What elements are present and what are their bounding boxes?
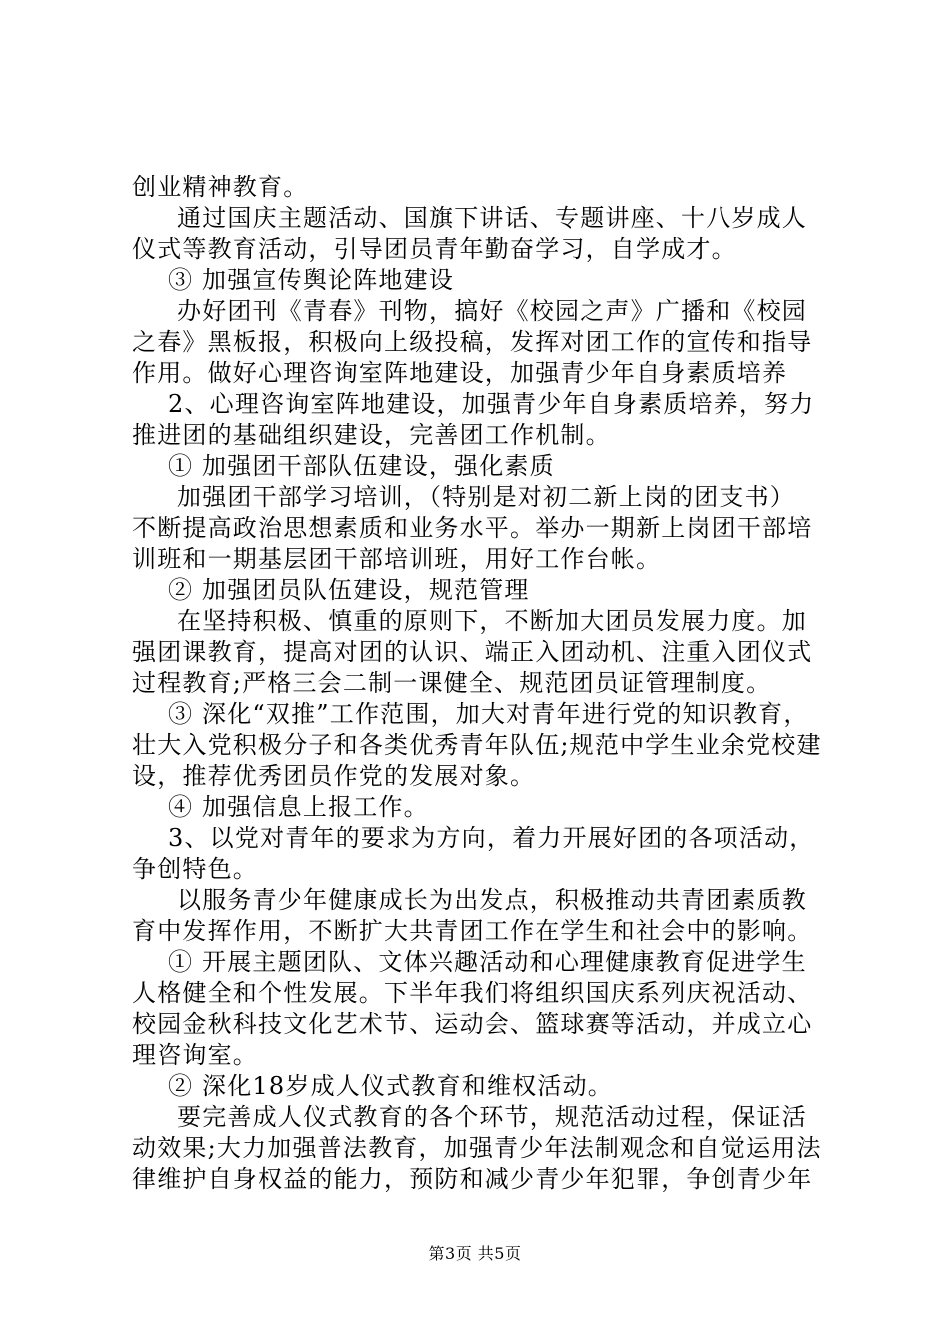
text-line: 人格健全和个性发展。下半年我们将组织国庆系列庆祝活动、 — [132, 979, 813, 1007]
section-heading: ③ 深化“双推”工作范围，加大对青年进行党的知识教育， — [168, 700, 809, 728]
text-line: 创业精神教育。 — [132, 173, 309, 201]
text-line: 育中发挥作用，不断扩大共青团工作在学生和社会中的影响。 — [132, 917, 813, 945]
text-line: 作用。做好心理咨询室阵地建设，加强青少年自身素质培养 — [132, 359, 788, 387]
text-line: 通过国庆主题活动、国旗下讲话、专题讲座、十八岁成人 — [177, 204, 807, 232]
text-line: 仪式等教育活动，引导团员青年勤奋学习，自学成才。 — [132, 235, 737, 263]
text-line: 2、心理咨询室阵地建设，加强青少年自身素质培养，努力 — [168, 390, 815, 418]
section-heading: ③ 加强宣传舆论阵地建设 — [168, 266, 455, 294]
text-line: 动效果;大力加强普法教育，加强青少年法制观念和自觉运用法 — [132, 1134, 822, 1162]
text-line: 争创特色。 — [132, 855, 258, 883]
text-line: 设，推荐优秀团员作党的发展对象。 — [132, 762, 536, 790]
text-line: 理咨询室。 — [132, 1041, 258, 1069]
section-heading: ① 加强团干部队伍建设，强化素质 — [168, 452, 555, 480]
text-line: 在坚持积极、慎重的原则下，不断加大团员发展力度。加 — [177, 607, 807, 635]
text-line: 推进团的基础组织建设，完善团工作机制。 — [132, 421, 611, 449]
section-heading: ② 加强团员队伍建设，规范管理 — [168, 576, 530, 604]
text-line: 不断提高政治思想素质和业务水平。举办一期新上岗团干部培 — [132, 514, 813, 542]
section-heading: ④ 加强信息上报工作。 — [168, 793, 429, 821]
text-line: 训班和一期基层团干部培训班，用好工作台帐。 — [132, 545, 662, 573]
text-line: 加强团干部学习培训，（特别是对初二新上岗的团支书） — [177, 483, 795, 511]
text-line: 壮大入党积极分子和各类优秀青年队伍;规范中学生业余党校建 — [132, 731, 822, 759]
document-body — [132, 172, 832, 1195]
text-line: 之春》黑板报，积极向上级投稿，发挥对团工作的宣传和指导 — [132, 328, 813, 356]
text-line: 以服务青少年健康成长为出发点，积极推动共青团素质教 — [177, 886, 807, 914]
section-heading: ① 开展主题团队、文体兴趣活动和心理健康教育促进学生 — [168, 948, 807, 976]
page-number-footer: 第3页 共5页 — [428, 1244, 522, 1263]
text-line: 要完善成人仪式教育的各个环节，规范活动过程，保证活 — [177, 1103, 807, 1131]
text-line: 律维护自身权益的能力，预防和减少青少年犯罪，争创青少年 — [132, 1165, 813, 1193]
text-line: 3、以党对青年的要求为方向，着力开展好团的各项活动， — [168, 824, 815, 852]
text-line: 强团课教育，提高对团的认识、端正入团动机、注重入团仪式 — [132, 638, 813, 666]
section-heading: ② 深化18岁成人仪式教育和维权活动。 — [168, 1072, 613, 1100]
text-line: 过程教育;严格三会二制一课健全、规范团员证管理制度。 — [132, 669, 772, 697]
text-line: 办好团刊《青春》刊物，搞好《校园之声》广播和《校园 — [177, 297, 807, 325]
text-line: 校园金秋科技文化艺术节、运动会、篮球赛等活动，并成立心 — [132, 1010, 813, 1038]
